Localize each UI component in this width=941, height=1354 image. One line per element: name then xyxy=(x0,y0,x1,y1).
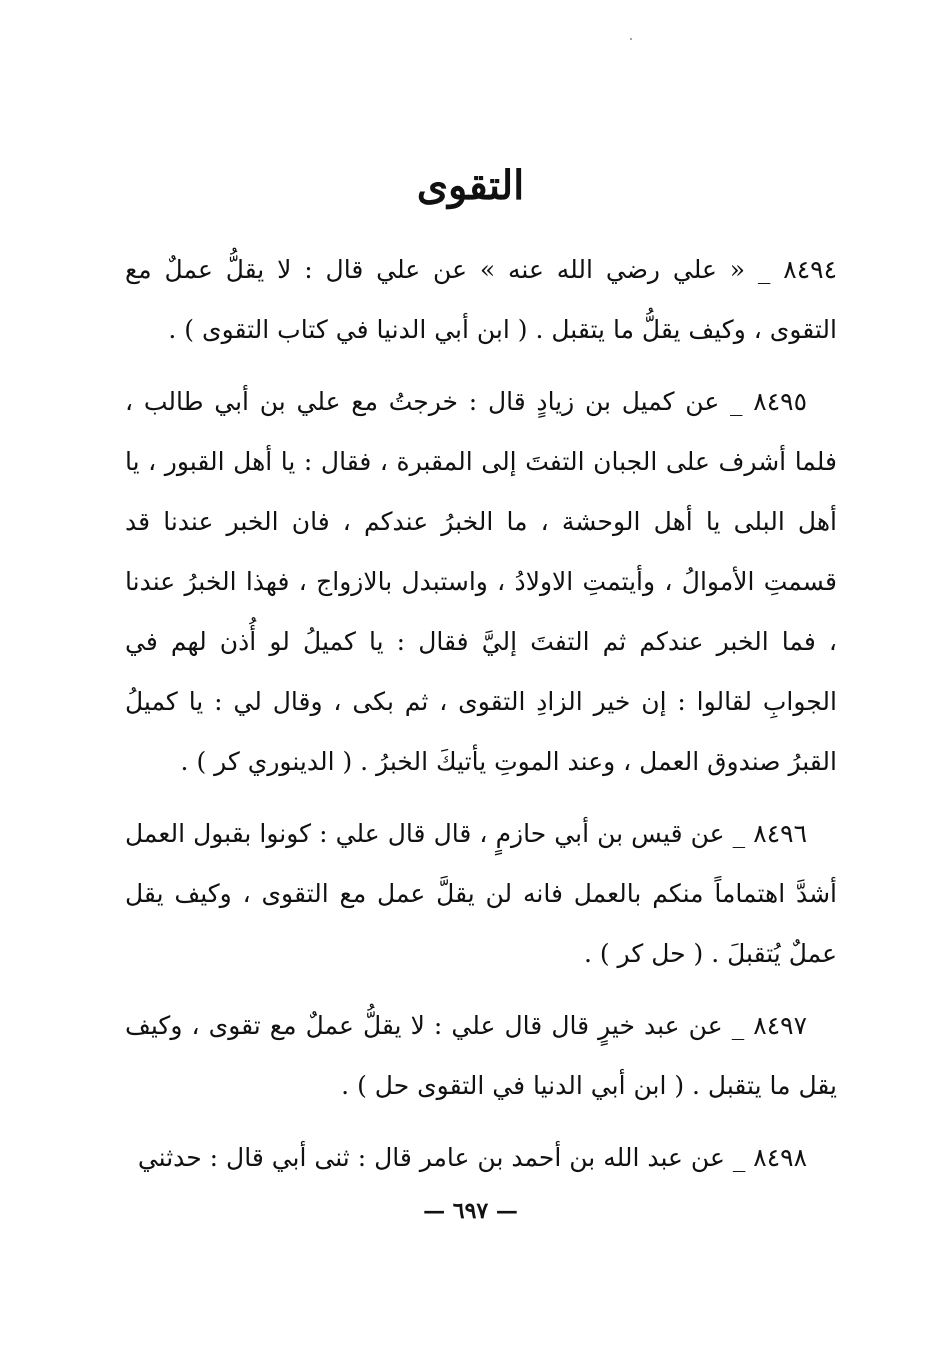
entry-8495: ٨٤٩٥ _ عن كميل بن زيادٍ قال : خرجتُ مع علي بن أبي طالب ، فلما أشرف على الجبان التفتَ إلى المقبرة ، فقال : يا أهل القبور ، يا أهل البلى يا أهل الوحشة ، ما الخبرُ عندكم ، فان الخبر عندنا قد قسمتِ الأموالُ ، وأيتمتِ الاولادُ ، واستبدل بالازواج ، فهذا الخبرُ عندنا ، فما الخبر عندكم ثم التفتَ إليَّ فقال : يا كميلُ لو أُذن لهم في الجوابِ لقالوا : إن خير الزادِ التقوى ، ثم بكى ، وقال لي : يا كميلُ القبرُ صندوق العمل ، وعند الموتِ يأتيكَ الخبرُ . ( الدينوري كر ) . xyxy=(125,387,837,776)
scan-speck xyxy=(630,38,632,40)
entry-8498: ٨٤٩٨ _ عن عبد الله بن أحمد بن عامر قال : ثنى أبي قال : حدثني xyxy=(137,1143,807,1172)
entry-8497: ٨٤٩٧ _ عن عبد خيرٍ قال قال علي : لا يقلُّ عملٌ مع تقوى ، وكيف يقل ما يتقبل . ( ابن أبي الدنيا في التقوى حل ) . xyxy=(125,1011,837,1100)
entry-8496: ٨٤٩٦ _ عن قيس بن أبي حازمٍ ، قال قال علي : كونوا بقبول العمل أشدَّ اهتماماً منكم بالعمل فانه لن يقلَّ عمل مع التقوى ، وكيف يقل عملٌ يُتقبلَ . ( حل كر ) . xyxy=(125,819,837,968)
page-title: التقوى xyxy=(416,162,525,209)
body-text xyxy=(125,240,837,1200)
entry-8494: ٨٤٩٤ _ « علي رضي الله عنه » عن علي قال : لا يقلُّ عملٌ مع التقوى ، وكيف يقلُّ ما يتقبل . ( ابن أبي الدنيا في كتاب التقوى ) . xyxy=(125,255,837,344)
page-number: — ٦٩٧ — xyxy=(423,1198,518,1224)
